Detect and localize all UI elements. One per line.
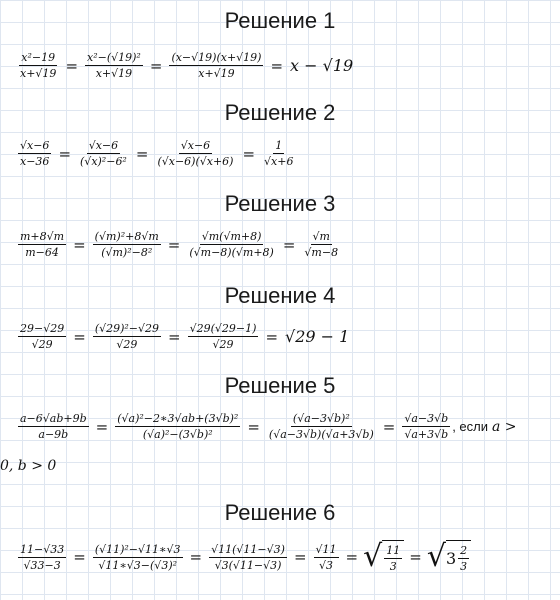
solution-title: Решение 1 — [224, 8, 336, 33]
solution-title: Решение 5 — [224, 373, 336, 398]
fraction: $\frac{√11}{√3}$ — [315, 542, 337, 572]
fraction: $\frac{(x-√19)(x+√19)}{x+√19}$ — [171, 51, 262, 80]
condition-a: a > — [492, 418, 517, 435]
fraction: $\frac{√x-6}{\text{(√x)²−6²}}$ — [80, 139, 127, 168]
fraction: $\frac{√11(√11-√3)}{√3(√11-√3)}$ — [211, 542, 285, 572]
solution-title: Решение 3 — [224, 191, 336, 216]
solution-title: Решение 4 — [224, 283, 336, 308]
fraction: $\frac{29-√29}{√29}$ — [20, 322, 65, 351]
condition-word: , если — [452, 419, 488, 434]
solution-5 — [0, 371, 560, 474]
fraction: $\frac{a-6√ab+9b}{a-9b}$ — [20, 412, 87, 441]
fraction: $\frac{\text{(√29)²−√29}}{√29}$ — [94, 322, 160, 351]
equals-sign: = — [293, 548, 307, 566]
solution-6 — [0, 498, 560, 574]
equals-sign: = — [409, 548, 422, 566]
equation — [0, 50, 560, 81]
root-of-mixed-number: √ 3 $\frac{2}{3}$ — [427, 540, 471, 574]
fraction: $\frac{11-√33}{√33-3}$ — [20, 542, 65, 572]
radical-sign: √ — [363, 539, 383, 574]
equation — [0, 540, 560, 574]
solution-title: Решение 2 — [224, 100, 336, 125]
equals-sign: = — [65, 56, 79, 75]
equals-sign: = — [135, 144, 149, 163]
fraction: $\frac{\text{x²−(√19)²}}{x+√19}$ — [87, 51, 141, 80]
equals-sign: = — [73, 327, 86, 346]
solution-1 — [0, 6, 560, 81]
result: √29 − 1 — [285, 327, 350, 346]
equals-sign: = — [189, 548, 203, 566]
equals-sign: = — [345, 548, 359, 566]
equals-sign: = — [95, 417, 109, 436]
fraction: $\frac{√29(√29-1)}{√29}$ — [189, 322, 257, 351]
fraction: $\frac{\text{(√11)²−√11∗√3}}{\text{√11∗√3−(√3)²}}$ — [94, 542, 181, 572]
equals-sign: = — [382, 417, 396, 436]
fraction: $\frac{√x-6}{(√x-6)(√x+6)}$ — [157, 139, 234, 168]
equation — [0, 229, 560, 260]
fraction: $\frac{\text{(√a)²−2∗3√ab+(3√b)²}}{\text{(√a)²−(3√b)²}}$ — [117, 412, 239, 441]
equation — [0, 411, 560, 474]
fraction: $\frac{√x-6}{x-36}$ — [20, 139, 50, 168]
equals-sign: = — [247, 417, 260, 436]
equals-sign: = — [242, 144, 256, 163]
equals-sign: = — [167, 235, 181, 254]
equals-sign: = — [282, 235, 296, 254]
fraction: $\frac{√m(√m+8)}{(√m-8)(√m+8)}$ — [189, 230, 274, 259]
fraction: $\frac{1}{√x+6}$ — [264, 139, 294, 168]
fraction: $\frac{\text{x²−19}}{x+√19}$ — [20, 51, 57, 80]
fraction: $\frac{√a-3√b}{√a+3√b}$ — [404, 412, 449, 441]
equation — [0, 138, 560, 169]
equals-sign: = — [58, 144, 72, 163]
result: x − √19 — [290, 56, 354, 75]
equals-sign: = — [149, 56, 163, 75]
radical-sign: √ — [426, 539, 446, 574]
fraction: $\frac{2}{3}$ — [460, 544, 468, 573]
equals-sign: = — [73, 235, 86, 254]
fraction: $\frac{√m}{√m-8}$ — [304, 230, 339, 259]
fraction: $\frac{11}{3}$ — [386, 544, 401, 573]
solution-2 — [0, 98, 560, 169]
equals-sign: = — [265, 327, 279, 346]
fraction: $\frac{m+8√m}{m-64}$ — [20, 230, 65, 259]
solution-4 — [0, 281, 560, 352]
root-of-fraction — [363, 540, 404, 574]
equals-sign: = — [270, 56, 284, 75]
condition-b: 0, b > 0 — [0, 458, 57, 474]
solution-title: Решение 6 — [224, 500, 336, 525]
solution-3 — [0, 189, 560, 260]
fraction: $\frac{\text{(√a−3√b)²}}{(√a-3√b)(√a+3√b)}$ — [268, 412, 374, 441]
fraction: $\frac{\text{(√m)²+8√m}}{\text{(√m)²−8²}}$ — [94, 230, 159, 259]
equals-sign: = — [168, 327, 181, 346]
equation — [0, 321, 560, 352]
equals-sign: = — [73, 548, 86, 566]
